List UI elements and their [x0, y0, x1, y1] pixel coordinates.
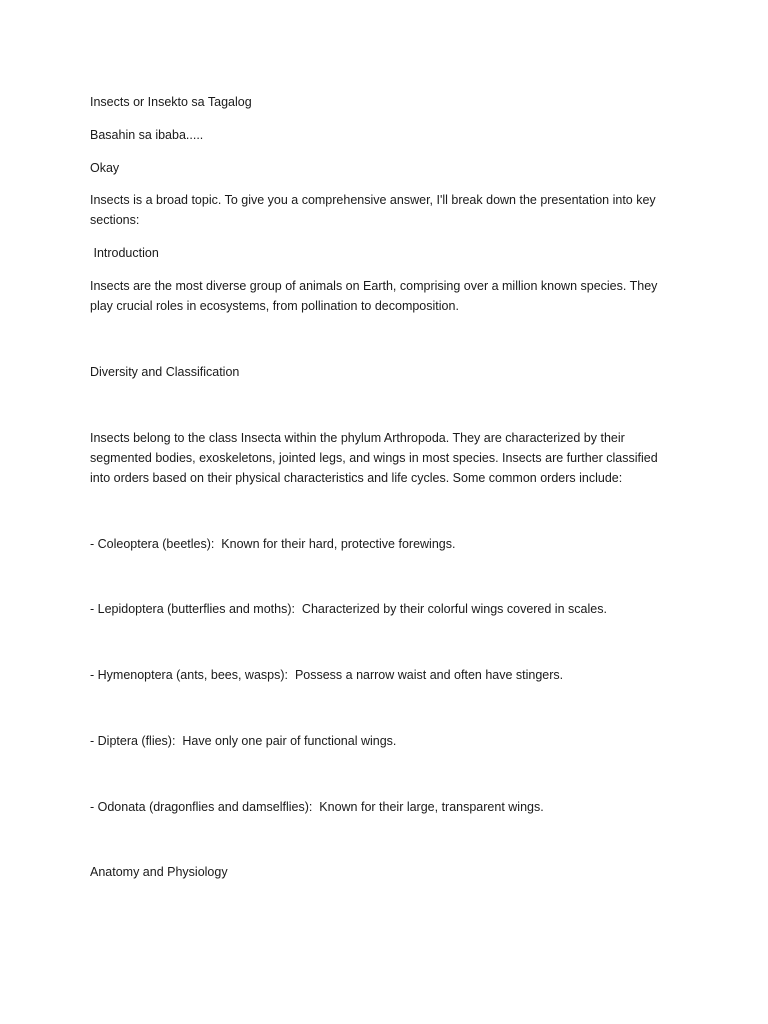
list-item-lepidoptera: - Lepidoptera (butterflies and moths): Characterized by their colorful wings covered in scales.	[90, 602, 607, 616]
paragraph-read-below: Basahin sa ibaba.....	[90, 128, 204, 142]
list-item-hymenoptera: - Hymenoptera (ants, bees, wasps): Possess a narrow waist and often have stingers.	[90, 668, 564, 682]
paragraph-insects-diverse: Insects are the most diverse group of animals on Earth, comprising over a million known species. They play crucial roles in ecosystems, from pollination to decomposition.	[90, 279, 658, 313]
list-item-odonata: - Odonata (dragonflies and damselflies): Known for their large, transparent wings.	[90, 800, 544, 814]
heading-anatomy-physiology: Anatomy and Physiology	[90, 865, 228, 879]
paragraph-class-insecta: Insects belong to the class Insecta within the phylum Arthropoda. They are characterized by their segmented bodies, exoskeletons, jointed legs, and wings in most species. Insects are further classified into orders based on their physical characteristics and life cycles. Some common orders include:	[90, 431, 658, 485]
list-item-diptera: - Diptera (flies): Have only one pair of functional wings.	[90, 734, 397, 748]
heading-diversity-classification: Diversity and Classification	[90, 365, 240, 379]
paragraph-intro-text: Insects is a broad topic. To give you a comprehensive answer, I'll break down the presentation into key sections:	[90, 193, 656, 227]
heading-introduction: Introduction	[90, 246, 159, 260]
paragraph-okay: Okay	[90, 161, 120, 175]
list-item-coleoptera: - Coleoptera (beetles): Known for their hard, protective forewings.	[90, 537, 456, 551]
document-title: Insects or Insekto sa Tagalog	[90, 95, 252, 109]
